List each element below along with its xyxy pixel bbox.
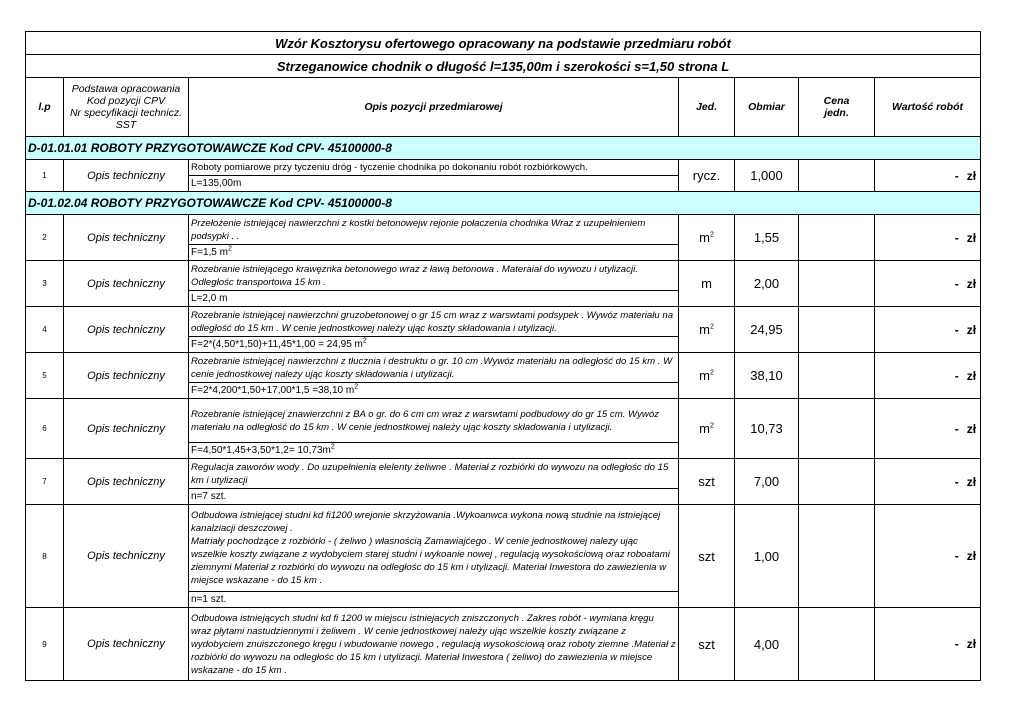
item-basis: Opis techniczny xyxy=(64,261,189,307)
item-row xyxy=(26,160,981,176)
item-value xyxy=(875,459,981,505)
value-dash: - xyxy=(954,230,959,245)
value-currency: zł xyxy=(966,368,977,383)
item-description: Odbudowa istniejących studni kd fi 1200 w miejscu istniejacych zniszczonych . Zakres robót - wymiana kręgu wraz płytami nastudziennymi i żeliwem . W cenie jednostkowej należy ując wszelkie koszty związane z wydobyciem znuiszczonego kręgu i wbudowanie nowego , regulacją wysokościową oraz roboty ziemne .Materiał z rozbiórki do wywozu na odległośc do 15 km i utylizacji. Materiał Inwestora ( żeliwo) do zawiezienia w miejsce wskazane - do 15 km . xyxy=(189,608,679,681)
item-quantity: 4,00 xyxy=(735,608,799,681)
value-currency: zł xyxy=(966,276,977,291)
item-description: Rozebranie istniejącej znawierzchni z BA o gr. do 6 cm cm wraz z warswtami podbudowy do gr 15 cm. Wywóz materiału na odległość do 15 km . W cenie jednostkowej należy ując koszty składowania i utylizacji. xyxy=(189,399,679,443)
header-description: Opis pozycji przedmiarowej xyxy=(189,78,679,137)
item-basis: Opis techniczny xyxy=(64,459,189,505)
item-row xyxy=(26,399,981,443)
item-unit: szt xyxy=(679,608,735,681)
value-dash: - xyxy=(954,637,959,651)
calc-exponent: 2 xyxy=(330,443,335,451)
item-unit: szt xyxy=(679,459,735,505)
item-basis: Opis techniczny xyxy=(64,399,189,459)
item-number: 2 xyxy=(26,215,64,261)
item-value xyxy=(875,608,981,681)
item-calculation: $F=4,50*1,45+3,50*1,2= 10,73m^2$ xyxy=(189,443,679,459)
item-row xyxy=(26,215,981,245)
value-currency: zł xyxy=(966,168,977,183)
item-unit-price xyxy=(799,307,875,353)
item-description: Przełożenie istniejącej nawierzchni z kostki betonowejw rejonie połaczenia chodnika Wraz z uzupełnieniem podsypki . . xyxy=(189,215,679,245)
item-number: 4 xyxy=(26,307,64,353)
calc-exponent: 2 xyxy=(354,383,359,391)
item-number: 9 xyxy=(26,608,64,681)
item-description: Rozebranie istniejącego krawęznka betonowego wraz z ławą betonowa . Materaiał do wywozu i utylizacji. Odległośc transportowa 15 km . xyxy=(189,261,679,291)
unit-exponent: 2 xyxy=(709,422,714,430)
item-quantity: 24,95 xyxy=(735,307,799,353)
item-row xyxy=(26,261,981,291)
cost-estimate-table xyxy=(25,31,981,681)
item-row xyxy=(26,608,981,681)
item-calculation: F=2*4,200*1,50+17,00*1,5 =38,10 $m^2$ xyxy=(189,383,679,399)
item-quantity: 7,00 xyxy=(735,459,799,505)
item-calculation: F=2*(4,50*1,50)+11,45*1,00 = 24,95 $m^2$ xyxy=(189,337,679,353)
item-unit: szt xyxy=(679,505,735,608)
section-title: D-01.02.04 ROBOTY PRZYGOTOWAWCZE Kod CPV- 45100000-8 xyxy=(26,192,981,215)
value-dash: - xyxy=(954,474,959,489)
item-calculation: L=2,0 m xyxy=(189,291,679,307)
item-value xyxy=(875,215,981,261)
header-price-line: Cena xyxy=(823,95,850,107)
item-unit-price xyxy=(799,215,875,261)
item-quantity: 1,000 xyxy=(735,160,799,192)
item-description: Rozebranie istniejącej nawierzchni gruzobetonowej o gr 15 cm wraz z warswtami podsypek . Wywóz materiału na odległość do 15 km . W cenie jednostkowej należy ując koszty składowania i utylizacji. xyxy=(189,307,679,337)
value-dash: - xyxy=(954,276,959,291)
section-row xyxy=(26,137,981,160)
item-unit: rycz. xyxy=(679,160,735,192)
item-basis: Opis techniczny xyxy=(64,608,189,681)
unit-exponent: 2 xyxy=(709,323,714,331)
item-basis: Opis techniczny xyxy=(64,505,189,608)
item-unit-price xyxy=(799,399,875,459)
section-row xyxy=(26,192,981,215)
value-dash: - xyxy=(954,322,959,337)
value-currency: zł xyxy=(966,637,977,651)
item-quantity: 2,00 xyxy=(735,261,799,307)
section-title: D-01.01.01 ROBOTY PRZYGOTOWAWCZE Kod CPV- 45100000-8 xyxy=(26,137,981,160)
header-price-line: jedn. xyxy=(824,107,849,119)
item-row xyxy=(26,353,981,383)
item-quantity: 1,55 xyxy=(735,215,799,261)
cost-estimate-sheet xyxy=(25,31,980,681)
header-unit: Jed. xyxy=(679,78,735,137)
header-basis-line: Nr specyfikacji technicz. xyxy=(69,107,183,119)
item-value xyxy=(875,399,981,459)
item-number: 7 xyxy=(26,459,64,505)
header-basis xyxy=(64,78,189,137)
item-quantity: 38,10 xyxy=(735,353,799,399)
item-description: Odbudowa istniejącej studni kd fi1200 wrejonie skrzyżowania .Wykoanwca wykona nową studnie na istniejącej kanalziacji deszczowej . Matriały pochodzące z rozbiórki - ( żeliwo ) własnością Zamawiajćego . W cenie jednostkowej nalezy ując wszelkie koszty związane z wydobyciem starej studni i wykoanie nowej , regulacją wysokościową oraz roboatami ziemnymi Materiał z rozbiórki do wywozu na odległośc do 15 km i utylizacji. Materiał Inwestora do zawiezienia w miejsce wskazane - do 15 km . xyxy=(189,505,679,592)
item-value xyxy=(875,505,981,608)
item-number: 3 xyxy=(26,261,64,307)
title-main: Wzór Kosztorysu ofertowego opracowany na podstawie przedmiaru robót xyxy=(26,32,981,55)
value-currency: zł xyxy=(966,474,977,489)
item-quantity: 10,73 xyxy=(735,399,799,459)
item-basis: Opis techniczny xyxy=(64,307,189,353)
calc-exponent: 2 xyxy=(227,245,232,253)
item-description: Roboty pomiarowe przy tyczeniu dróg - tyczenie chodnika po dokonaniu robót rozbiórkowych. xyxy=(189,160,679,176)
item-unit-price xyxy=(799,160,875,192)
item-row xyxy=(26,307,981,337)
item-description: Regulacja zaworów wody . Do uzupełnienia elelenty żeliwne . Materiał z rozbiórki do wywozu na odległośc do 15 km i utylizacji xyxy=(189,459,679,489)
header-basis-line: Kod pozycji CPV xyxy=(86,95,166,107)
item-row xyxy=(26,505,981,592)
value-currency: zł xyxy=(966,322,977,337)
item-number: 5 xyxy=(26,353,64,399)
item-value xyxy=(875,261,981,307)
item-quantity: 1,00 xyxy=(735,505,799,608)
item-unit-price xyxy=(799,353,875,399)
item-unit-price xyxy=(799,459,875,505)
value-dash: - xyxy=(954,421,959,436)
value-dash: - xyxy=(954,368,959,383)
item-basis: Opis techniczny xyxy=(64,215,189,261)
header-basis-line: SST xyxy=(115,119,137,131)
value-dash: - xyxy=(954,549,959,563)
item-unit-price xyxy=(799,261,875,307)
header-unit-price xyxy=(799,78,875,137)
header-quantity: Obmiar xyxy=(735,78,799,137)
item-unit: $m^2$ xyxy=(679,353,735,399)
unit-exponent: 2 xyxy=(709,231,714,239)
item-basis: Opis techniczny xyxy=(64,353,189,399)
value-currency: zł xyxy=(966,230,977,245)
item-number: 8 xyxy=(26,505,64,608)
item-value xyxy=(875,160,981,192)
item-unit-price xyxy=(799,505,875,608)
item-unit-price xyxy=(799,608,875,681)
calc-exponent: 2 xyxy=(362,337,367,345)
item-unit: $m^2$ xyxy=(679,307,735,353)
item-row xyxy=(26,459,981,489)
item-calculation: L=135,00m xyxy=(189,176,679,192)
value-dash: - xyxy=(954,168,959,183)
item-value xyxy=(875,353,981,399)
value-currency: zł xyxy=(966,421,977,436)
item-number: 6 xyxy=(26,399,64,459)
header-lp: l.p xyxy=(26,78,64,137)
item-basis: Opis techniczny xyxy=(64,160,189,192)
item-calculation: n=7 szt. xyxy=(189,489,679,505)
item-calculation: n=1 szt. xyxy=(189,592,679,608)
item-calculation: F=1,5 $m^2$ xyxy=(189,245,679,261)
title-subject: Strzeganowice chodnik o długość l=135,00m i szerokości s=1,50 strona L xyxy=(26,55,981,78)
unit-exponent: 2 xyxy=(709,369,714,377)
item-unit: m xyxy=(679,261,735,307)
value-currency: zł xyxy=(966,549,977,563)
item-unit: $m^2$ xyxy=(679,399,735,459)
item-number: 1 xyxy=(26,160,64,192)
header-value: Wartość robót xyxy=(875,78,981,137)
item-value xyxy=(875,307,981,353)
item-description: Rozebranie istniejącej nawierzchni z tłucznia i destruktu o gr. 10 cm .Wywóz materiału na odległość do 15 km . W cenie jednostkowej należy ując koszty składowania i utylizacji. xyxy=(189,353,679,383)
item-unit: $m^2$ xyxy=(679,215,735,261)
header-basis-line: Podstawa opracowania xyxy=(71,83,181,95)
